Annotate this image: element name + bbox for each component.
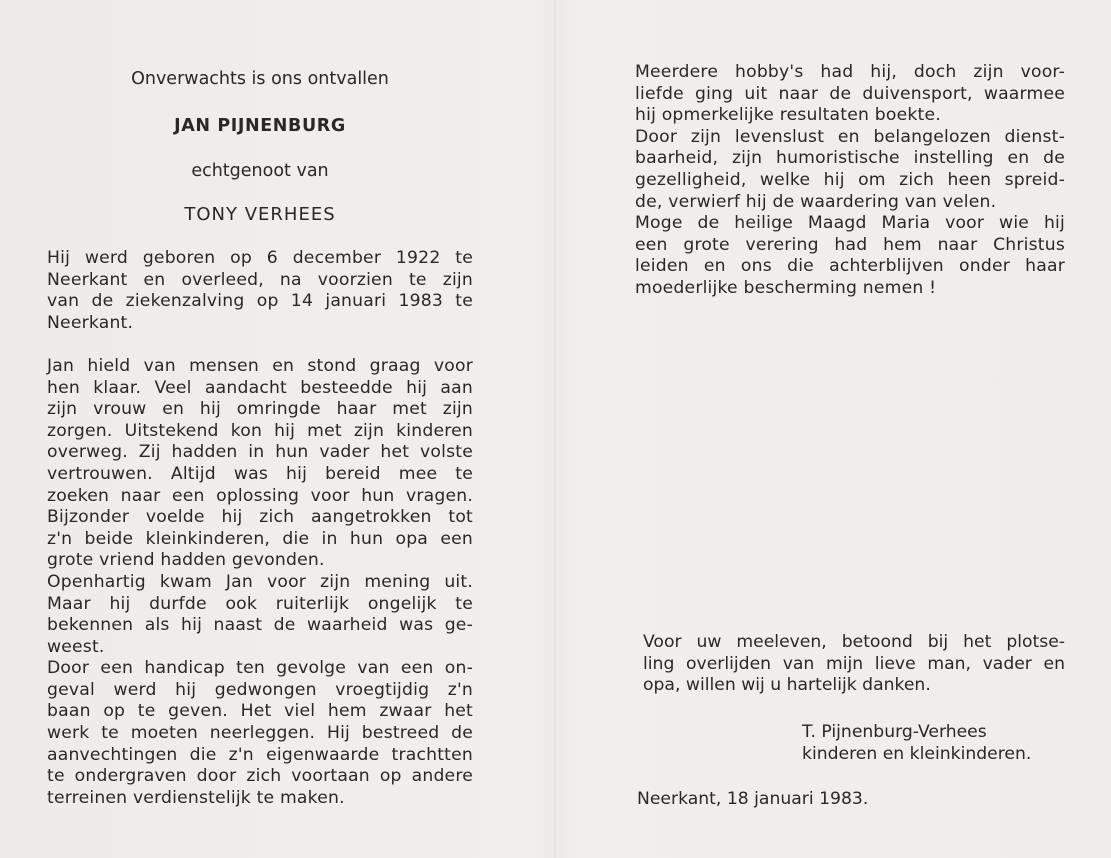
text-line: zijn vrouw en hij omringde haar met zijn (47, 399, 473, 420)
text-line: zoeken naar een oplossing voor hun vragen. (47, 485, 473, 506)
fold-line (554, 0, 556, 858)
text-line: liefde ging uit naar de duivensport, waarmee (635, 83, 1065, 104)
text-line: hen klaar. Veel aandacht besteedde hij aan (47, 377, 473, 398)
left-column-text (47, 248, 473, 831)
text-line: vertrouwen. Altijd was hij bereid mee te (47, 463, 473, 484)
text-line: Openhartig kwam Jan voor zijn mening uit. (47, 571, 473, 592)
text-line: weest. (47, 636, 105, 657)
intro-text: Onverwachts is ons ontvallen (131, 69, 389, 89)
text-line: te ondergraven door zich voortaan op andere (47, 766, 473, 787)
relation-text: echtgenoot van (191, 161, 329, 181)
thanks-paragraph (643, 632, 1065, 697)
text-line: terreinen verdienstelijk te maken. (47, 787, 345, 808)
text-line: Neerkant. (47, 312, 134, 333)
biography-paragraph (47, 356, 473, 809)
signature-name: T. Pijnenburg-Verhees (802, 722, 987, 742)
text-line: een grote verering had hem naar Christus (635, 234, 1065, 255)
text-line: Meerdere hobby's had hij, doch zijn voor- (635, 62, 1065, 82)
text-line: de, verwierf hij de waardering van velen. (635, 191, 997, 212)
deceased-name: JAN PIJNENBURG (174, 116, 346, 136)
text-line: ling overlijden van mijn lieve man, vader en (643, 653, 1065, 674)
text-line: Voor uw meeleven, betoond bij het plotse- (643, 632, 1065, 652)
text-line: Bijzonder voelde hij zich aangetrokken tot (47, 507, 473, 528)
spouse-name: TONY VERHEES (184, 204, 336, 225)
text-line: Hij werd geboren op 6 december 1922 te (47, 248, 473, 268)
text-line: z'n beide kleinkinderen, die in hun opa een (47, 528, 473, 549)
text-line: Neerkant en overleed, na voorzien te zijn (47, 269, 473, 290)
text-line: Maar hij durfde ook ruiterlijk ongelijk te (47, 593, 473, 614)
text-line: geval werd hij gedwongen vroegtijdig z'n (47, 679, 473, 700)
text-line: Jan hield van mensen en stond graag voor (47, 355, 473, 376)
text-line: Door zijn levenslust en belangelozen dienst- (635, 126, 1065, 147)
text-line: Door een handicap ten gevolge van een on- (47, 658, 473, 679)
signature-block (802, 721, 1031, 765)
text-line: baan op te geven. Het viel hem zwaar het (47, 701, 473, 722)
text-line: van de ziekenzalving op 14 januari 1983 te (47, 291, 473, 312)
text-line: gezelligheid, welke hij om zich heen spreid- (635, 169, 1065, 190)
text-line: bekennen als hij naast de waarheid was ge- (47, 615, 473, 636)
text-line: werk te moeten neerleggen. Hij bestreed de (47, 723, 473, 744)
text-line: grote vriend hadden gevonden. (47, 550, 325, 571)
text-line: leiden en ons die achterblijven onder haar (635, 256, 1065, 277)
right-column-text (635, 62, 1065, 300)
text-line: hij opmerkelijke resultaten boekte. (635, 105, 941, 126)
birth-death-paragraph (47, 248, 473, 334)
text-line: aanvechtingen die z'n eigenwaarde trachtten (47, 744, 473, 765)
text-line: overweg. Zij hadden in hun vader het volste (47, 442, 473, 463)
text-line: baarheid, zijn humoristische instelling en de (635, 148, 1065, 169)
text-line: Moge de heilige Maagd Maria voor wie hij (635, 213, 1065, 234)
text-line: zorgen. Uitstekend kon hij met zijn kinderen (47, 420, 473, 441)
place-date: Neerkant, 18 januari 1983. (637, 789, 869, 809)
signature-family: kinderen en kleinkinderen. (802, 744, 1032, 764)
text-line: moederlijke bescherming nemen ! (635, 277, 937, 298)
text-line: opa, willen wij u hartelijk danken. (643, 675, 931, 696)
